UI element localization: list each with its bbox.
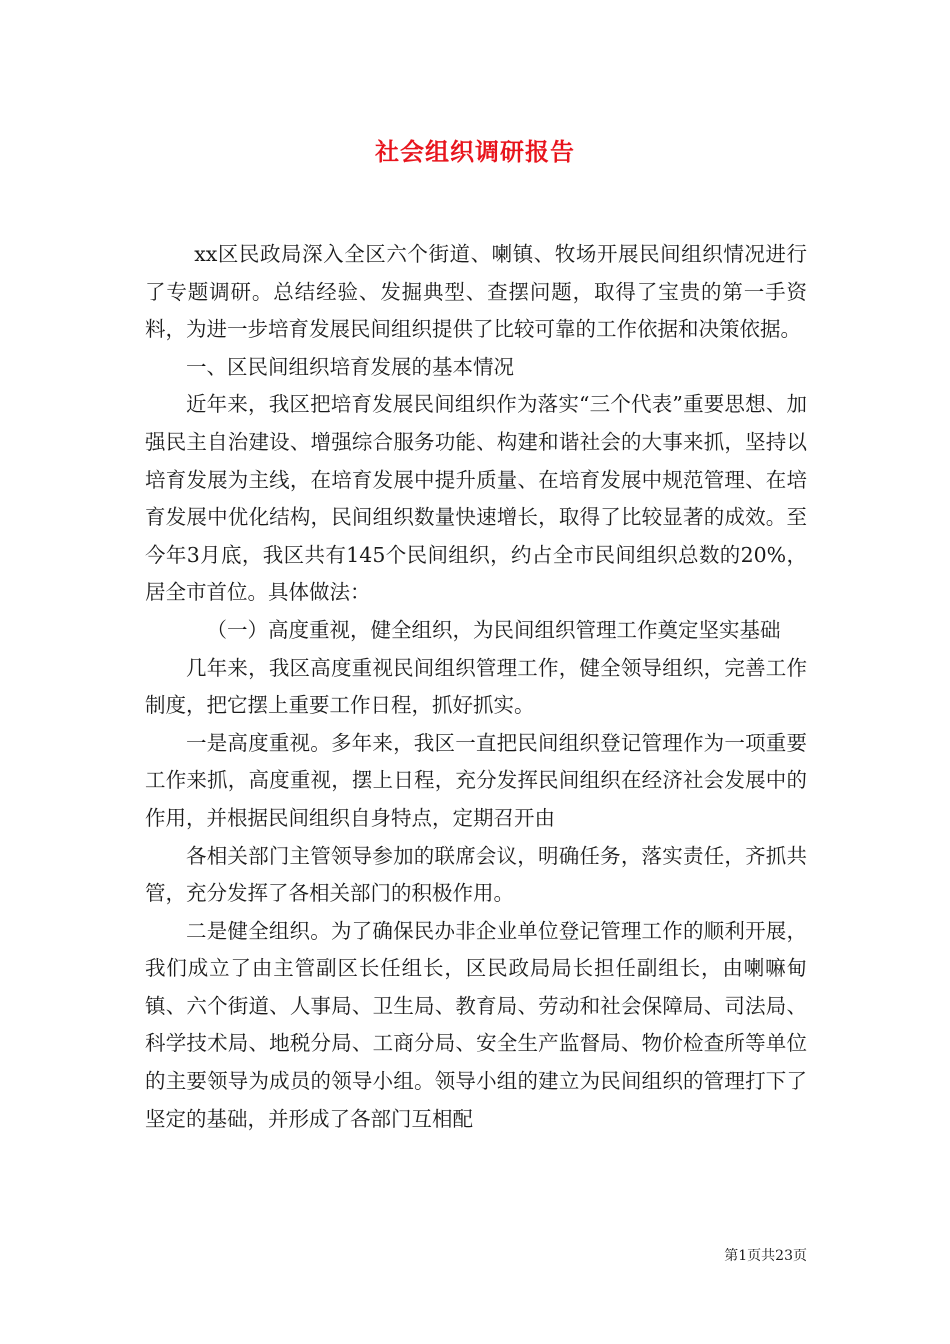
page-number: 第1页共23页 — [724, 1248, 807, 1264]
paragraph: 几年来，我区高度重视民间组织管理工作，健全领导组织，完善工作制度，把它摆上重要工作日程，抓好抓实。 — [145, 655, 807, 718]
subsection-heading-1: （一）高度重视，健全组织，为民间组织管理工作奠定坚实基础 — [206, 617, 781, 642]
section-heading-1: 一、区民间组织培育发展的基本情况 — [186, 354, 514, 379]
paragraph: 一是高度重视。多年来，我区一直把民间组织登记管理作为一项重要工作来抓，高度重视，摆上日程，充分发挥民间组织在经济社会发展中的作用，并根据民间组织自身特点，定期召开由 — [145, 730, 807, 830]
document-title: 社会组织调研报告 — [375, 137, 575, 166]
paragraph: 二是健全组织。为了确保民办非企业单位登记管理工作的顺利开展，我们成立了由主管副区长任组长，区民政局局长担任副组长，由喇嘛甸镇、六个街道、人事局、卫生局、教育局、劳动和社会保障局、司法局、科学技术局、地税分局、工商分局、安全生产监督局、物价检查所等单位的主要领导为成员的领导小组。领导小组的建立为民间组织的管理打下了坚定的基础，并形成了各部门互相配 — [145, 918, 807, 1131]
paragraph-intro: xx区民政局深入全区六个街道、喇镇、牧场开展民间组织情况进行了专题调研。总结经验、发掘典型、查摆问题，取得了宝贵的第一手资料，为进一步培育发展民间组织提供了比较可靠的工作依据和决策依据。 — [145, 242, 807, 342]
paragraph: 各相关部门主管领导参加的联席会议，明确任务，落实责任，齐抓共管，充分发挥了各相关部门的积极作用。 — [145, 843, 807, 906]
document-body — [145, 236, 807, 1138]
paragraph: 近年来，我区把培育发展民间组织作为落实“三个代表”重要思想、加强民主自治建设、增强综合服务功能、构建和谐社会的大事来抓，坚持以培育发展为主线，在培育发展中提升质量、在培育发展中规范管理、在培育发展中优化结构，民间组织数量快速增长，取得了比较显著的成效。至今年3月底，我区共有145个民间组织，约占全市民间组织总数的20%，居全市首位。具体做法： — [145, 392, 807, 605]
